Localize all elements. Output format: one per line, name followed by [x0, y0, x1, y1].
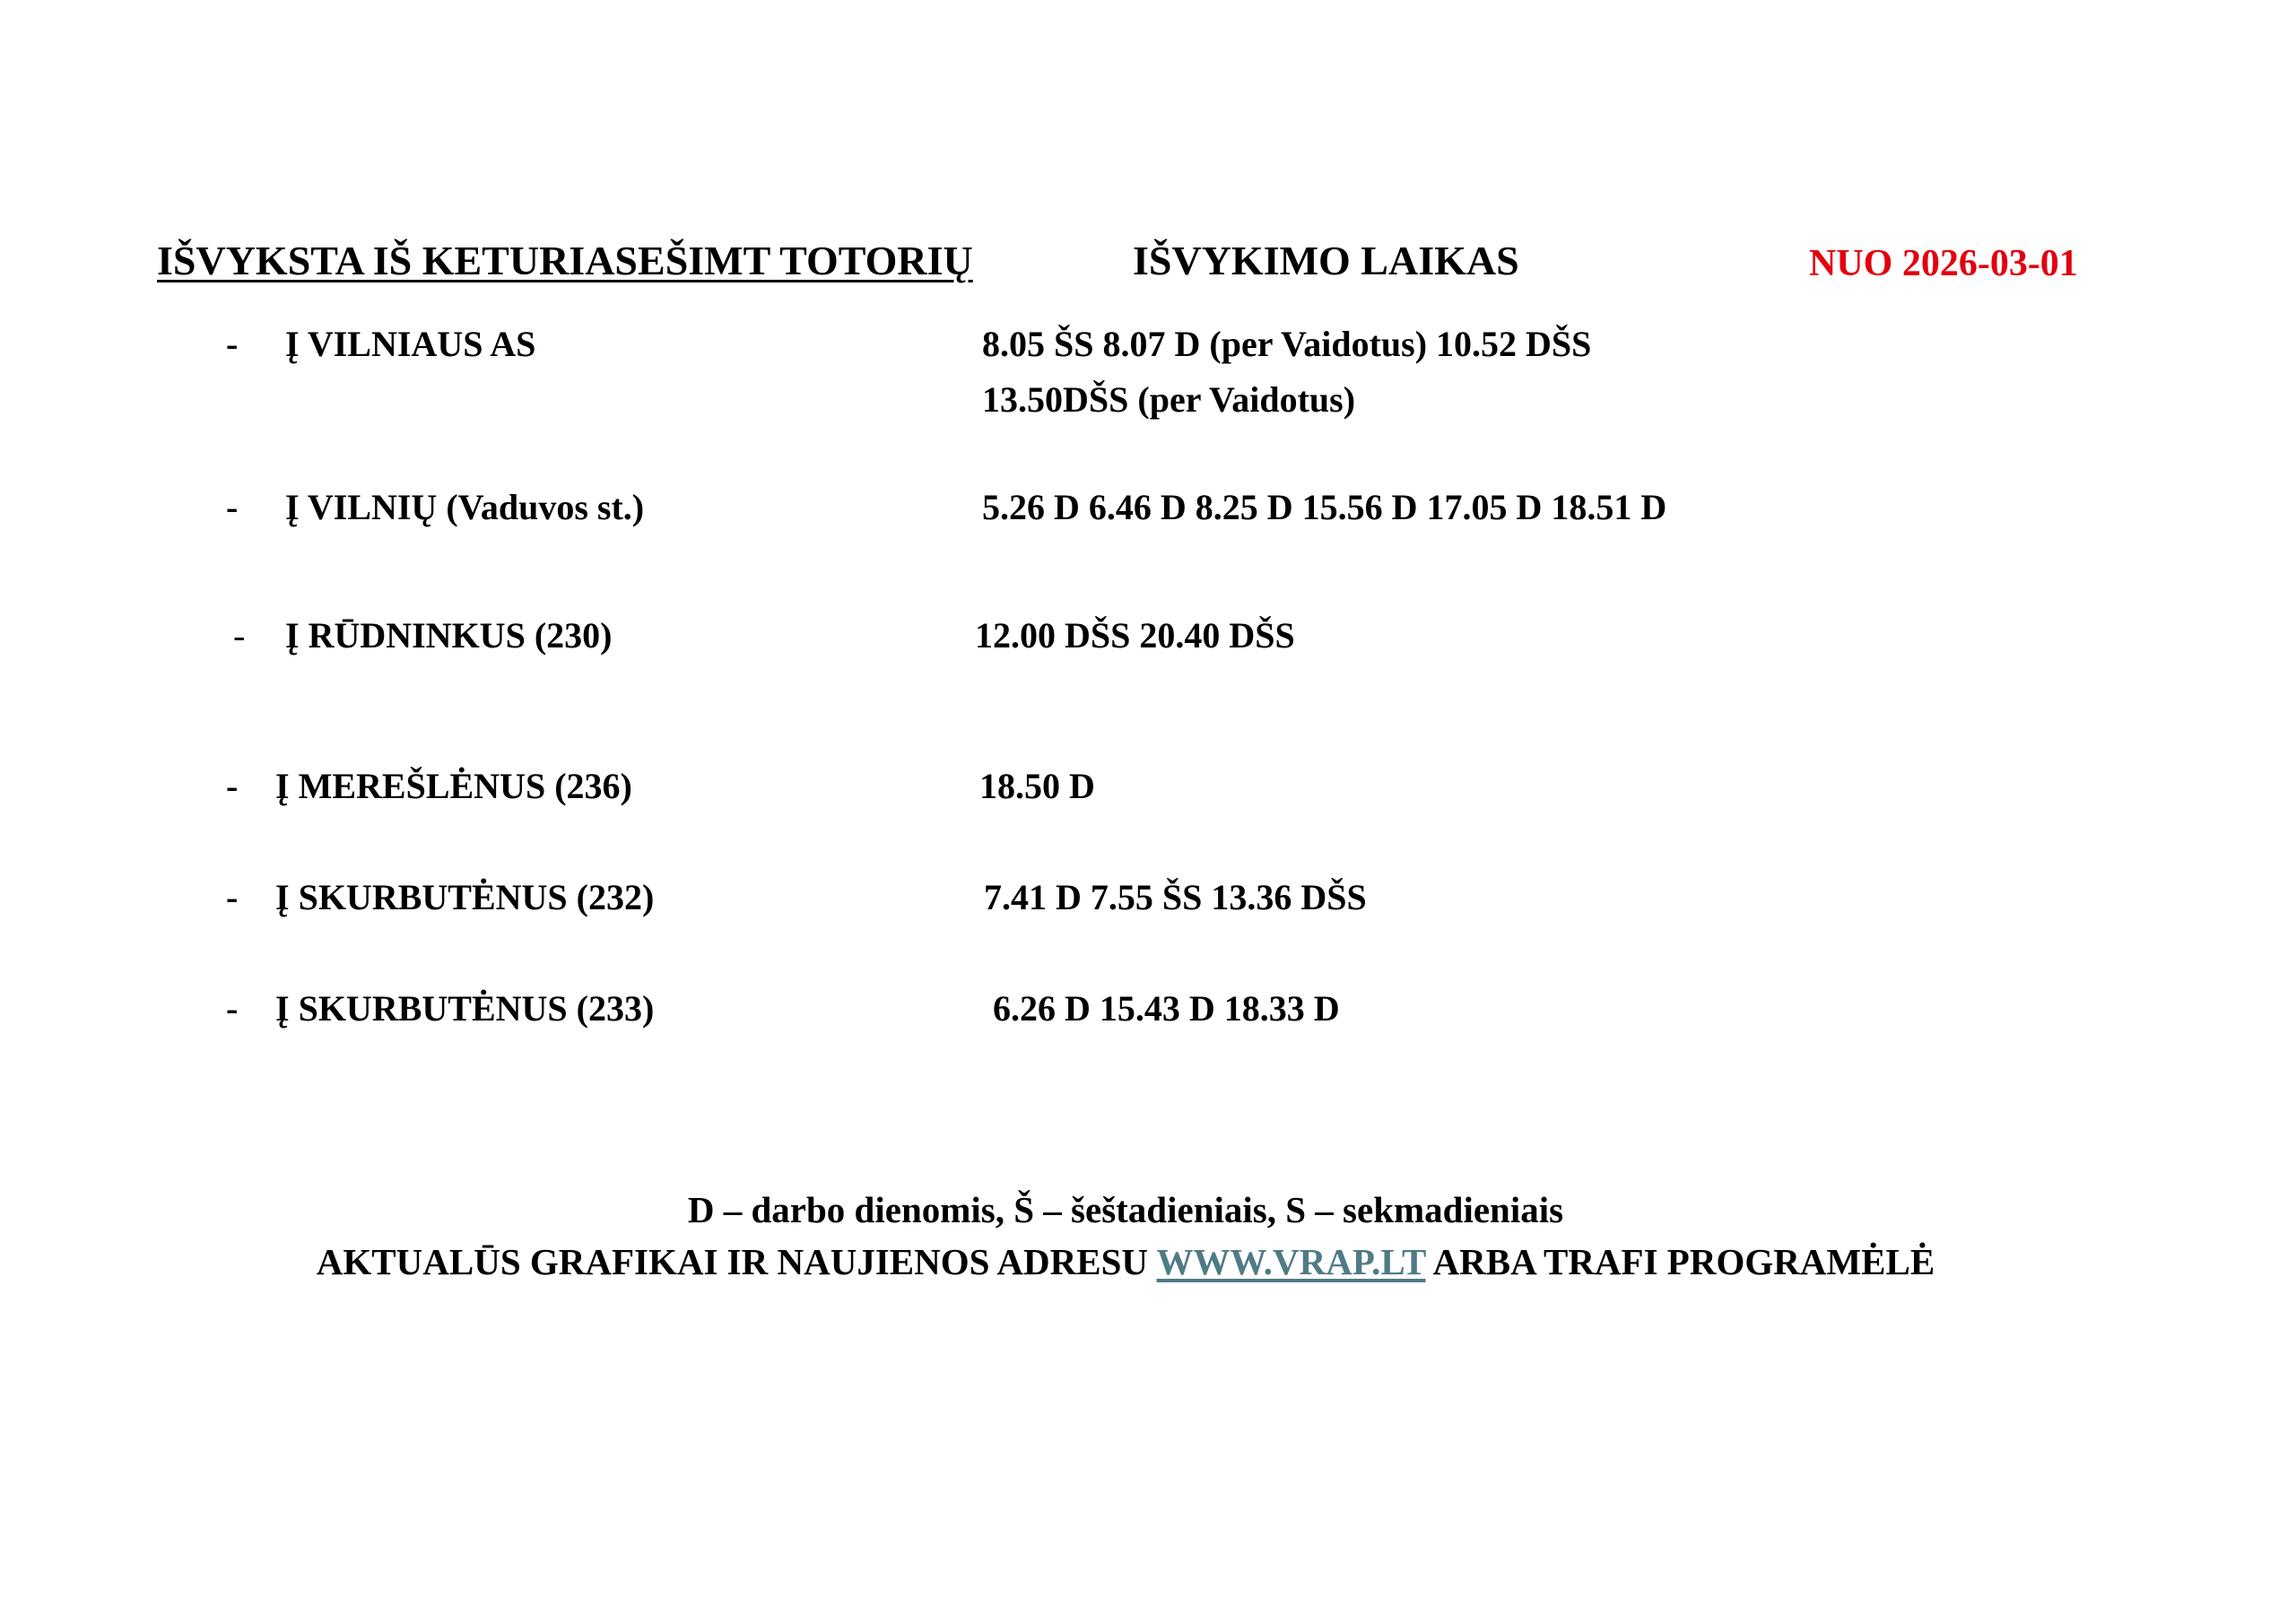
route-dash: - — [226, 324, 239, 364]
route-times: 18.50 D — [979, 766, 1095, 806]
route-times: 6.26 D 15.43 D 18.33 D — [993, 988, 1340, 1029]
info-suffix: ARBA TRAFI PROGRAMĖLĖ — [1425, 1241, 1935, 1282]
route-destination: Į VILNIAUS AS — [285, 324, 536, 364]
route-destination: Į MEREŠLĖNUS (236) — [275, 766, 632, 806]
day-legend: D – darbo dienomis, Š – šeštadieniais, S – sekmadieniais — [687, 1189, 1564, 1230]
route-destination: Į SKURBUTĖNUS (232) — [275, 877, 655, 917]
route-destination: Į VILNIŲ (Vaduvos st.) — [285, 487, 645, 527]
schedule-title: IŠVYKSTA IŠ KETURIASEŠIMT TOTORIŲ — [157, 238, 973, 283]
vrap-website-link[interactable]: WWW.VRAP.LT — [1156, 1241, 1426, 1282]
route-destination: Į SKURBUTĖNUS (233) — [275, 988, 655, 1029]
route-destination: Į RŪDNINKUS (230) — [285, 615, 613, 656]
valid-from-date: NUO 2026-03-01 — [1809, 243, 2078, 284]
route-times: 5.26 D 6.46 D 8.25 D 15.56 D 17.05 D 18.51 D — [982, 487, 1667, 527]
route-times: 7.41 D 7.55 ŠS 13.36 DŠS — [984, 877, 1367, 917]
departure-time-heading: IŠVYKIMO LAIKAS — [1133, 238, 1519, 283]
info-line — [0, 1240, 2251, 1283]
route-dash: - — [233, 615, 246, 656]
route-dash: - — [226, 766, 239, 806]
route-dash: - — [226, 988, 239, 1029]
info-prefix: AKTUALŪS GRAFIKAI IR NAUJIENOS ADRESU — [316, 1241, 1157, 1282]
route-times-continued: 13.50DŠS (per Vaidotus) — [982, 379, 1356, 420]
route-times: 12.00 DŠS 20.40 DŠS — [975, 615, 1295, 656]
route-dash: - — [226, 487, 239, 527]
route-times: 8.05 ŠS 8.07 D (per Vaidotus) 10.52 DŠS — [982, 324, 1592, 364]
route-dash: - — [226, 877, 239, 917]
